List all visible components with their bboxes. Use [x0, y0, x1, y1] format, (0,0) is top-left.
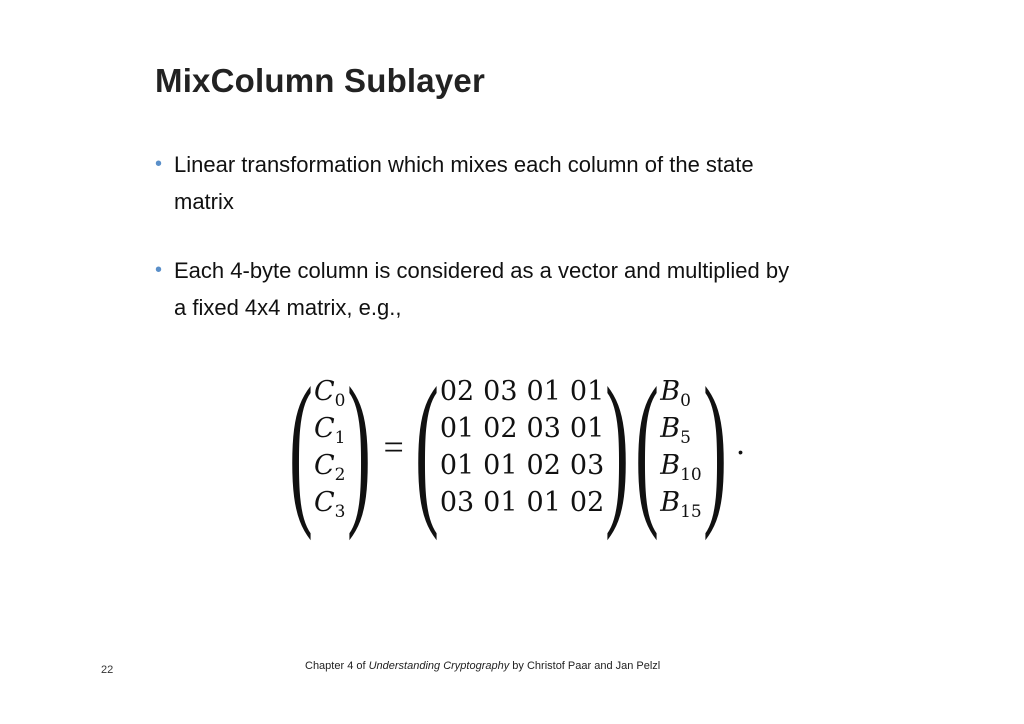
matrix-cell: 02 — [483, 413, 518, 444]
vector-entry: $C_2$ — [314, 450, 346, 485]
matrix-cell: 01 — [483, 450, 518, 481]
matrix-cell: 02 — [439, 376, 475, 407]
matrix-row — [440, 484, 604, 521]
trailing-period: . — [735, 426, 746, 462]
matrix-cell: 03 — [569, 450, 605, 481]
right-vector — [635, 353, 727, 541]
bullet-dot-icon: • — [155, 259, 163, 281]
bullet-dot-icon: • — [155, 153, 163, 175]
matrix-cell: 02 — [569, 487, 605, 518]
matrix-row — [440, 373, 604, 410]
matrix-cell: 01 — [569, 413, 605, 444]
footer-prefix: Chapter 4 of — [305, 660, 369, 672]
matrix-row — [440, 447, 604, 484]
vector-entry: $C_1$ — [314, 413, 346, 448]
open-paren: ( — [414, 353, 439, 541]
left-vector-entries — [312, 363, 348, 531]
vector-entry: $C_3$ — [314, 487, 346, 522]
matrix-cell: 01 — [439, 450, 475, 481]
bullet-text-line: Linear transformation which mixes each column of the state — [174, 152, 754, 177]
bullet-item — [155, 252, 915, 326]
matrix-cell: 01 — [483, 487, 518, 518]
matrix-cell: 01 — [569, 376, 605, 407]
vector-entry: $B_{10}$ — [660, 450, 702, 485]
footer-book-title: Understanding Cryptography — [368, 660, 510, 672]
close-paren: ) — [346, 353, 371, 541]
matrix-entries — [438, 363, 606, 531]
slide-title: MixColumn Sublayer — [155, 62, 485, 99]
bullet-list — [155, 146, 915, 358]
vector-entry: $C_0$ — [314, 376, 346, 411]
mixcolumn-equation — [289, 353, 750, 541]
page-number: 22 — [101, 664, 114, 676]
matrix-row — [440, 410, 604, 447]
matrix-cell: 03 — [483, 376, 518, 407]
bullet-text-line: Each 4-byte column is considered as a vector and multiplied by — [174, 258, 790, 283]
matrix-cell: 02 — [526, 450, 561, 481]
matrix-cell: 01 — [526, 376, 561, 407]
bullet-item — [155, 146, 915, 220]
left-vector — [289, 353, 371, 541]
bullet-text-line: a fixed 4x4 matrix, e.g., — [174, 295, 402, 320]
close-paren: ) — [605, 353, 630, 541]
open-paren: ( — [635, 353, 660, 541]
vector-entry: $B_5$ — [660, 413, 691, 448]
close-paren: ) — [702, 353, 727, 541]
matrix-cell: 03 — [439, 487, 475, 518]
mix-matrix — [414, 353, 630, 541]
footer-suffix: by Christof Paar and Jan Pelzl — [509, 660, 661, 672]
matrix-cell: 01 — [526, 487, 561, 518]
right-vector-entries — [658, 363, 703, 531]
vector-entry: $B_{15}$ — [660, 487, 702, 522]
vector-entry: $B_0$ — [660, 376, 691, 411]
matrix-cell: 01 — [439, 413, 475, 444]
footer-citation — [305, 660, 660, 672]
bullet-text-line: matrix — [174, 189, 234, 214]
open-paren: ( — [289, 353, 313, 541]
equals-sign: = — [383, 427, 404, 467]
matrix-cell: 03 — [526, 413, 561, 444]
